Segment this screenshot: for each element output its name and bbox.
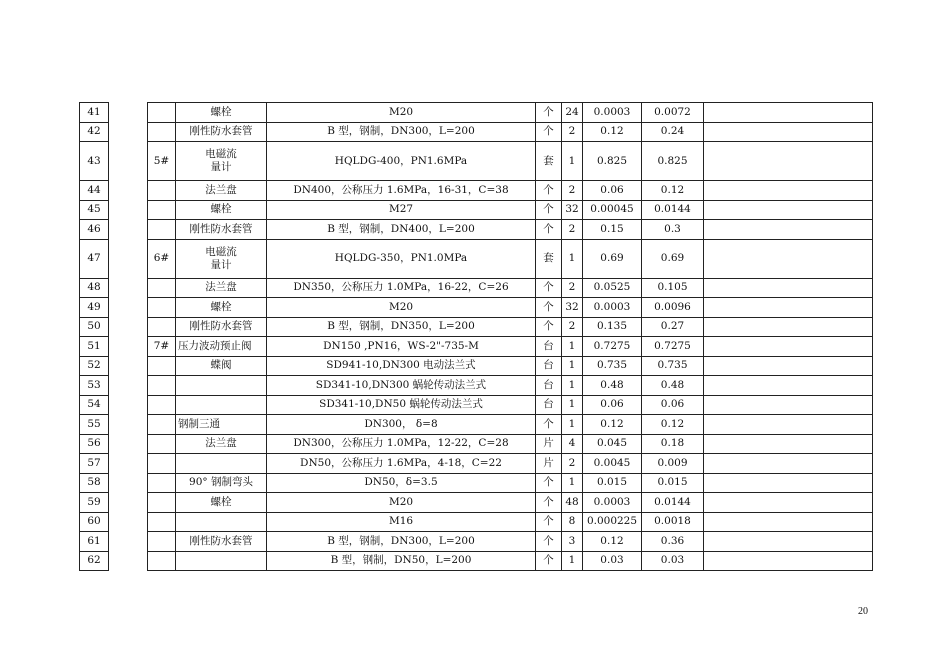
gap-cell xyxy=(109,415,148,435)
item-name-cell: 螺栓 xyxy=(176,298,267,318)
remark-cell xyxy=(704,473,873,493)
remark-cell xyxy=(704,200,873,220)
table-row xyxy=(80,181,873,201)
group-cell: 7# xyxy=(148,337,176,357)
gap-cell xyxy=(109,239,148,278)
spec-cell: B 型，钢制，DN300，L=200 xyxy=(267,532,536,552)
unit-cell: 个 xyxy=(536,103,562,123)
spec-cell: M20 xyxy=(267,493,536,513)
item-name-cell xyxy=(176,551,267,571)
unit-cell: 个 xyxy=(536,532,562,552)
unit-weight-cell: 0.12 xyxy=(583,122,642,142)
total-weight-cell: 0.0018 xyxy=(642,512,704,532)
remark-cell xyxy=(704,493,873,513)
unit-cell: 片 xyxy=(536,434,562,454)
gap-cell xyxy=(109,298,148,318)
spec-cell: B 型，钢制，DN400，L=200 xyxy=(267,220,536,240)
group-cell xyxy=(148,278,176,298)
item-name-cell: 电磁流量计 xyxy=(176,142,267,181)
unit-cell: 套 xyxy=(536,239,562,278)
gap-cell xyxy=(109,395,148,415)
row-number-cell: 43 xyxy=(80,142,109,181)
gap-cell xyxy=(109,278,148,298)
row-number-cell: 47 xyxy=(80,239,109,278)
group-cell xyxy=(148,181,176,201)
group-cell xyxy=(148,551,176,571)
row-number-cell: 58 xyxy=(80,473,109,493)
spec-cell: SD341-10,DN300 蜗轮传动法兰式 xyxy=(267,376,536,396)
gap-cell xyxy=(109,103,148,123)
unit-cell: 个 xyxy=(536,298,562,318)
spec-cell: DN50，δ=3.5 xyxy=(267,473,536,493)
item-name-cell: 钢制三通 xyxy=(176,415,267,435)
unit-cell: 台 xyxy=(536,376,562,396)
gap-cell xyxy=(109,551,148,571)
table-body xyxy=(80,103,873,571)
total-weight-cell: 0.3 xyxy=(642,220,704,240)
row-number-cell: 46 xyxy=(80,220,109,240)
quantity-cell: 1 xyxy=(562,142,583,181)
remark-cell xyxy=(704,395,873,415)
table-row xyxy=(80,395,873,415)
unit-cell: 个 xyxy=(536,122,562,142)
row-number-cell: 56 xyxy=(80,434,109,454)
spec-cell: M20 xyxy=(267,298,536,318)
item-name-cell: 法兰盘 xyxy=(176,278,267,298)
spec-cell: M20 xyxy=(267,103,536,123)
remark-cell xyxy=(704,298,873,318)
total-weight-cell: 0.06 xyxy=(642,395,704,415)
table-row xyxy=(80,122,873,142)
row-number-cell: 53 xyxy=(80,376,109,396)
quantity-cell: 2 xyxy=(562,181,583,201)
unit-cell: 台 xyxy=(536,337,562,357)
row-number-cell: 41 xyxy=(80,103,109,123)
item-name-cell: 电磁流量计 xyxy=(176,239,267,278)
unit-weight-cell: 0.825 xyxy=(583,142,642,181)
table-row xyxy=(80,532,873,552)
table-row xyxy=(80,376,873,396)
row-number-cell: 55 xyxy=(80,415,109,435)
unit-cell: 个 xyxy=(536,512,562,532)
table-row xyxy=(80,103,873,123)
table-row xyxy=(80,434,873,454)
unit-weight-cell: 0.12 xyxy=(583,415,642,435)
group-cell xyxy=(148,395,176,415)
item-name-cell: 法兰盘 xyxy=(176,434,267,454)
total-weight-cell: 0.27 xyxy=(642,317,704,337)
unit-cell: 台 xyxy=(536,395,562,415)
quantity-cell: 2 xyxy=(562,220,583,240)
gap-cell xyxy=(109,142,148,181)
unit-weight-cell: 0.48 xyxy=(583,376,642,396)
row-number-cell: 52 xyxy=(80,356,109,376)
unit-weight-cell: 0.0045 xyxy=(583,454,642,474)
unit-cell: 台 xyxy=(536,356,562,376)
group-cell xyxy=(148,454,176,474)
row-number-cell: 51 xyxy=(80,337,109,357)
spec-cell: M16 xyxy=(267,512,536,532)
unit-cell: 套 xyxy=(536,142,562,181)
table-row xyxy=(80,317,873,337)
quantity-cell: 1 xyxy=(562,337,583,357)
quantity-cell: 1 xyxy=(562,239,583,278)
table-row xyxy=(80,415,873,435)
quantity-cell: 24 xyxy=(562,103,583,123)
total-weight-cell: 0.105 xyxy=(642,278,704,298)
gap-cell xyxy=(109,493,148,513)
total-weight-cell: 0.009 xyxy=(642,454,704,474)
gap-cell xyxy=(109,200,148,220)
unit-weight-cell: 0.06 xyxy=(583,181,642,201)
remark-cell xyxy=(704,376,873,396)
total-weight-cell: 0.12 xyxy=(642,415,704,435)
remark-cell xyxy=(704,142,873,181)
quantity-cell: 1 xyxy=(562,415,583,435)
unit-weight-cell: 0.735 xyxy=(583,356,642,376)
item-name-cell: 刚性防水套管 xyxy=(176,532,267,552)
row-number-cell: 42 xyxy=(80,122,109,142)
group-cell xyxy=(148,473,176,493)
unit-weight-cell: 0.135 xyxy=(583,317,642,337)
total-weight-cell: 0.24 xyxy=(642,122,704,142)
quantity-cell: 2 xyxy=(562,454,583,474)
table-row xyxy=(80,454,873,474)
remark-cell xyxy=(704,356,873,376)
item-name-cell xyxy=(176,454,267,474)
group-cell xyxy=(148,532,176,552)
spec-cell: DN300， δ=8 xyxy=(267,415,536,435)
quantity-cell: 1 xyxy=(562,473,583,493)
table-row xyxy=(80,239,873,278)
group-cell xyxy=(148,376,176,396)
table-row xyxy=(80,551,873,571)
quantity-cell: 2 xyxy=(562,122,583,142)
table-row xyxy=(80,356,873,376)
row-number-cell: 61 xyxy=(80,532,109,552)
total-weight-cell: 0.18 xyxy=(642,434,704,454)
spec-cell: B 型，钢制，DN50，L=200 xyxy=(267,551,536,571)
table-row xyxy=(80,337,873,357)
remark-cell xyxy=(704,122,873,142)
unit-weight-cell: 0.0003 xyxy=(583,298,642,318)
remark-cell xyxy=(704,532,873,552)
quantity-cell: 2 xyxy=(562,317,583,337)
spec-cell: SD341-10,DN50 蜗轮传动法兰式 xyxy=(267,395,536,415)
spec-cell: HQLDG-350，PN1.0MPa xyxy=(267,239,536,278)
table-row xyxy=(80,200,873,220)
unit-weight-cell: 0.12 xyxy=(583,532,642,552)
spec-cell: DN400，公称压力 1.6MPa，16-31，C=38 xyxy=(267,181,536,201)
total-weight-cell: 0.48 xyxy=(642,376,704,396)
group-cell xyxy=(148,415,176,435)
item-name-cell: 螺栓 xyxy=(176,200,267,220)
item-name-cell: 螺栓 xyxy=(176,493,267,513)
quantity-cell: 2 xyxy=(562,278,583,298)
item-name-cell: 螺栓 xyxy=(176,103,267,123)
remark-cell xyxy=(704,317,873,337)
item-name-cell: 90° 钢制弯头 xyxy=(176,473,267,493)
unit-cell: 个 xyxy=(536,181,562,201)
remark-cell xyxy=(704,434,873,454)
row-number-cell: 48 xyxy=(80,278,109,298)
unit-cell: 个 xyxy=(536,493,562,513)
remark-cell xyxy=(704,278,873,298)
quantity-cell: 3 xyxy=(562,532,583,552)
group-cell xyxy=(148,298,176,318)
gap-cell xyxy=(109,454,148,474)
gap-cell xyxy=(109,356,148,376)
spec-cell: HQLDG-400，PN1.6MPa xyxy=(267,142,536,181)
item-name-cell: 压力波动预止阀 xyxy=(176,337,267,357)
total-weight-cell: 0.7275 xyxy=(642,337,704,357)
quantity-cell: 1 xyxy=(562,376,583,396)
gap-cell xyxy=(109,532,148,552)
unit-weight-cell: 0.69 xyxy=(583,239,642,278)
gap-cell xyxy=(109,473,148,493)
row-number-cell: 60 xyxy=(80,512,109,532)
quantity-cell: 1 xyxy=(562,551,583,571)
row-number-cell: 45 xyxy=(80,200,109,220)
remark-cell xyxy=(704,220,873,240)
group-cell xyxy=(148,493,176,513)
total-weight-cell: 0.0144 xyxy=(642,200,704,220)
unit-weight-cell: 0.06 xyxy=(583,395,642,415)
item-name-cell: 刚性防水套管 xyxy=(176,317,267,337)
unit-cell: 个 xyxy=(536,551,562,571)
remark-cell xyxy=(704,103,873,123)
total-weight-cell: 0.0096 xyxy=(642,298,704,318)
remark-cell xyxy=(704,551,873,571)
total-weight-cell: 0.735 xyxy=(642,356,704,376)
quantity-cell: 48 xyxy=(562,493,583,513)
item-name-cell: 法兰盘 xyxy=(176,181,267,201)
group-cell xyxy=(148,512,176,532)
total-weight-cell: 0.0072 xyxy=(642,103,704,123)
gap-cell xyxy=(109,220,148,240)
row-number-cell: 50 xyxy=(80,317,109,337)
remark-cell xyxy=(704,239,873,278)
unit-weight-cell: 0.03 xyxy=(583,551,642,571)
total-weight-cell: 0.69 xyxy=(642,239,704,278)
spec-cell: DN150 ,PN16，WS-2"-735-M xyxy=(267,337,536,357)
gap-cell xyxy=(109,434,148,454)
quantity-cell: 4 xyxy=(562,434,583,454)
spec-cell: DN300，公称压力 1.0MPa，12-22，C=28 xyxy=(267,434,536,454)
row-number-cell: 54 xyxy=(80,395,109,415)
unit-weight-cell: 0.15 xyxy=(583,220,642,240)
unit-cell: 个 xyxy=(536,278,562,298)
table-row xyxy=(80,220,873,240)
spec-cell: B 型，钢制，DN350，L=200 xyxy=(267,317,536,337)
table-row xyxy=(80,512,873,532)
quantity-cell: 1 xyxy=(562,395,583,415)
item-name-cell: 蝶阀 xyxy=(176,356,267,376)
spec-cell: B 型，钢制，DN300，L=200 xyxy=(267,122,536,142)
group-cell xyxy=(148,103,176,123)
remark-cell xyxy=(704,454,873,474)
total-weight-cell: 0.12 xyxy=(642,181,704,201)
unit-weight-cell: 0.015 xyxy=(583,473,642,493)
row-number-cell: 57 xyxy=(80,454,109,474)
spec-cell: DN50，公称压力 1.6MPa，4-18，C=22 xyxy=(267,454,536,474)
remark-cell xyxy=(704,181,873,201)
item-name-cell xyxy=(176,512,267,532)
group-cell xyxy=(148,317,176,337)
unit-weight-cell: 0.0003 xyxy=(583,103,642,123)
unit-cell: 个 xyxy=(536,415,562,435)
gap-cell xyxy=(109,337,148,357)
total-weight-cell: 0.0144 xyxy=(642,493,704,513)
table-row xyxy=(80,493,873,513)
remark-cell xyxy=(704,512,873,532)
remark-cell xyxy=(704,415,873,435)
row-number-cell: 62 xyxy=(80,551,109,571)
unit-weight-cell: 0.000225 xyxy=(583,512,642,532)
group-cell xyxy=(148,434,176,454)
table-row xyxy=(80,298,873,318)
quantity-cell: 32 xyxy=(562,298,583,318)
group-cell xyxy=(148,122,176,142)
group-cell xyxy=(148,356,176,376)
gap-cell xyxy=(109,122,148,142)
gap-cell xyxy=(109,181,148,201)
total-weight-cell: 0.03 xyxy=(642,551,704,571)
unit-cell: 个 xyxy=(536,220,562,240)
unit-cell: 个 xyxy=(536,317,562,337)
unit-cell: 片 xyxy=(536,454,562,474)
gap-cell xyxy=(109,317,148,337)
quantity-cell: 8 xyxy=(562,512,583,532)
unit-weight-cell: 0.0525 xyxy=(583,278,642,298)
spec-cell: DN350，公称压力 1.0MPa，16-22，C=26 xyxy=(267,278,536,298)
table-row xyxy=(80,142,873,181)
row-number-cell: 59 xyxy=(80,493,109,513)
unit-weight-cell: 0.7275 xyxy=(583,337,642,357)
group-cell xyxy=(148,200,176,220)
total-weight-cell: 0.015 xyxy=(642,473,704,493)
table-row xyxy=(80,278,873,298)
spec-cell: SD941-10,DN300 电动法兰式 xyxy=(267,356,536,376)
quantity-cell: 32 xyxy=(562,200,583,220)
page-number: 20 xyxy=(858,606,868,617)
item-name-cell: 刚性防水套管 xyxy=(176,122,267,142)
unit-cell: 个 xyxy=(536,473,562,493)
unit-weight-cell: 0.0003 xyxy=(583,493,642,513)
item-name-cell xyxy=(176,395,267,415)
group-cell xyxy=(148,220,176,240)
group-cell: 5# xyxy=(148,142,176,181)
table-row xyxy=(80,473,873,493)
spec-cell: M27 xyxy=(267,200,536,220)
row-number-cell: 49 xyxy=(80,298,109,318)
unit-weight-cell: 0.00045 xyxy=(583,200,642,220)
gap-cell xyxy=(109,376,148,396)
row-number-cell: 44 xyxy=(80,181,109,201)
unit-weight-cell: 0.045 xyxy=(583,434,642,454)
gap-cell xyxy=(109,512,148,532)
total-weight-cell: 0.36 xyxy=(642,532,704,552)
remark-cell xyxy=(704,337,873,357)
group-cell: 6# xyxy=(148,239,176,278)
item-name-cell xyxy=(176,376,267,396)
total-weight-cell: 0.825 xyxy=(642,142,704,181)
quantity-cell: 1 xyxy=(562,356,583,376)
unit-cell: 个 xyxy=(536,200,562,220)
item-name-cell: 刚性防水套管 xyxy=(176,220,267,240)
materials-table xyxy=(79,102,873,571)
